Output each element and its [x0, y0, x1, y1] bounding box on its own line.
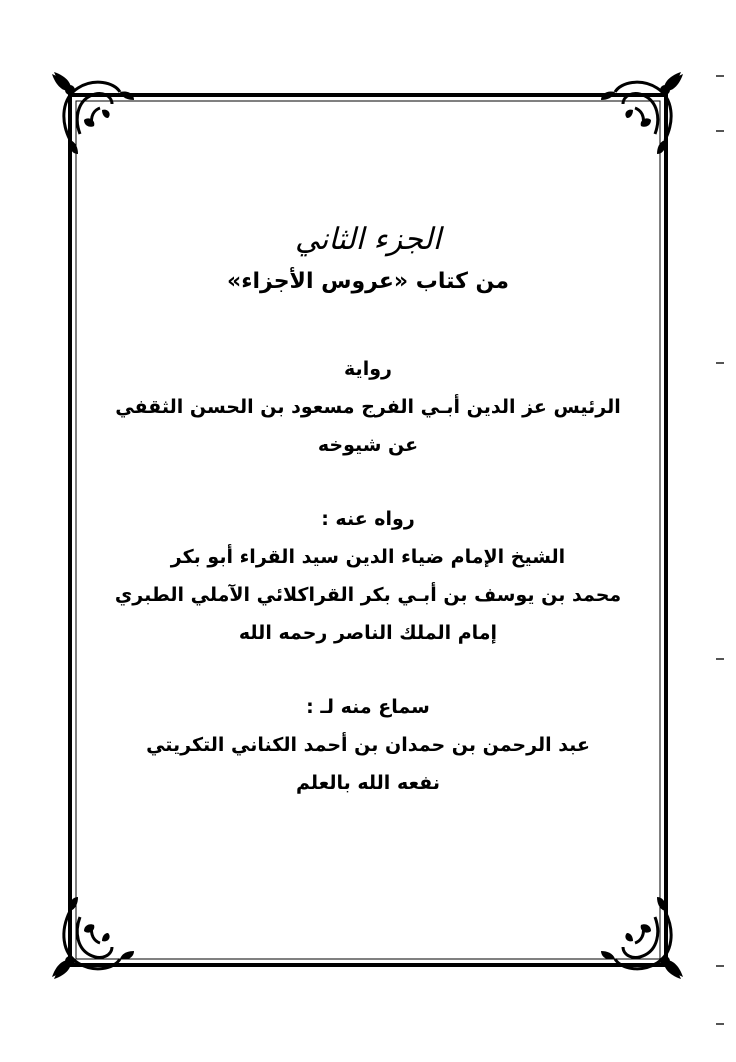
scan-mark [716, 1023, 724, 1025]
scan-mark [716, 658, 724, 660]
book-title: من كتاب «عروس الأجزاء» [227, 269, 509, 294]
corner-ornament-top-right [599, 70, 685, 156]
riwaya-label: رواية [344, 358, 392, 380]
hearing-label: سماع منه لـ : [306, 696, 430, 718]
hearer-line-2: نفعه الله بالعلم [296, 772, 440, 794]
transmitter-line-3: إمام الملك الناصر رحمه الله [238, 622, 498, 644]
narrator-name: الرئيس عز الدين أبـي الفرج مسعود بن الحسن الثقفي [115, 396, 621, 418]
corner-ornament-bottom-right [599, 895, 685, 981]
corner-ornament-top-left [50, 70, 136, 156]
scan-mark [716, 75, 724, 77]
transmitted-label: رواه عنه : [321, 508, 415, 530]
scan-mark [716, 965, 724, 967]
scan-mark [716, 130, 724, 132]
transmitter-line-2: محمد بن يوسف بن أبـي بكر القراكلائي الآملي الطبري [114, 584, 622, 606]
scan-mark [716, 362, 724, 364]
narrator-source: عن شيوخه [317, 434, 419, 456]
part-title: الجزء الثاني [294, 222, 442, 257]
corner-ornament-bottom-left [50, 895, 136, 981]
hearer-line-1: عبد الرحمن بن حمدان بن أحمد الكناني التكريتي [146, 734, 590, 756]
title-page-content [110, 218, 626, 802]
transmitter-line-1: الشيخ الإمام ضياء الدين سيد القراء أبو بكر [170, 546, 566, 568]
